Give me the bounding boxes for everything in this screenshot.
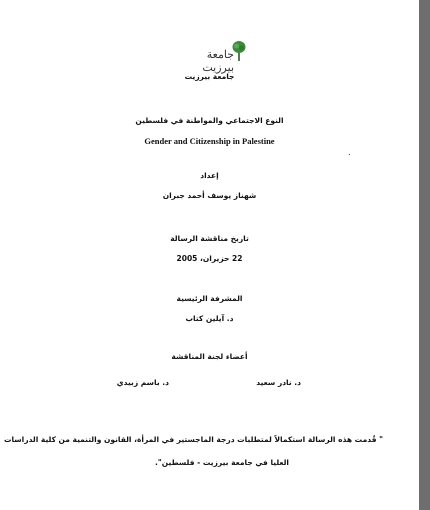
thesis-title-english: Gender and Citizenship in Palestine [144, 136, 275, 146]
viewer-background [419, 0, 430, 510]
supervisor-label: المشرفة الرئيسية [176, 294, 243, 303]
submission-statement-line: العليا في جامعة بيرزيت - فلسطين". [155, 458, 289, 467]
committee-member: د. نادر سعيد [256, 378, 301, 387]
prepared-by-label: إعداد [200, 171, 219, 180]
logo-wordmark: جامعة بيرزيت [202, 48, 234, 74]
committee-label: أعضاء لجنة المناقشة [171, 352, 248, 361]
thesis-title-arabic: النوع الاجتماعي والمواطنة في فلسطين [135, 116, 284, 125]
defense-date: 22 حزيران، 2005 [176, 254, 243, 263]
committee-member: د. باسم زبيدي [116, 378, 169, 387]
university-name: جامعة بيرزيت [184, 72, 235, 81]
university-logo [176, 40, 246, 74]
submission-statement-line: " قُدمت هذه الرسالة استكمالاً لمتطلبات درجة الماجستير في المرأة، القانون والتنمية من كلية الدراسات [3, 435, 383, 444]
stray-dot: . [348, 148, 351, 157]
supervisor-name: د. آيلين كتاب [185, 314, 234, 323]
defense-date-label: تاريخ مناقشة الرسالة [170, 234, 249, 243]
tree-logo-icon [232, 40, 246, 62]
author-name: شهناز يوسف أحمد جبران [162, 191, 257, 200]
